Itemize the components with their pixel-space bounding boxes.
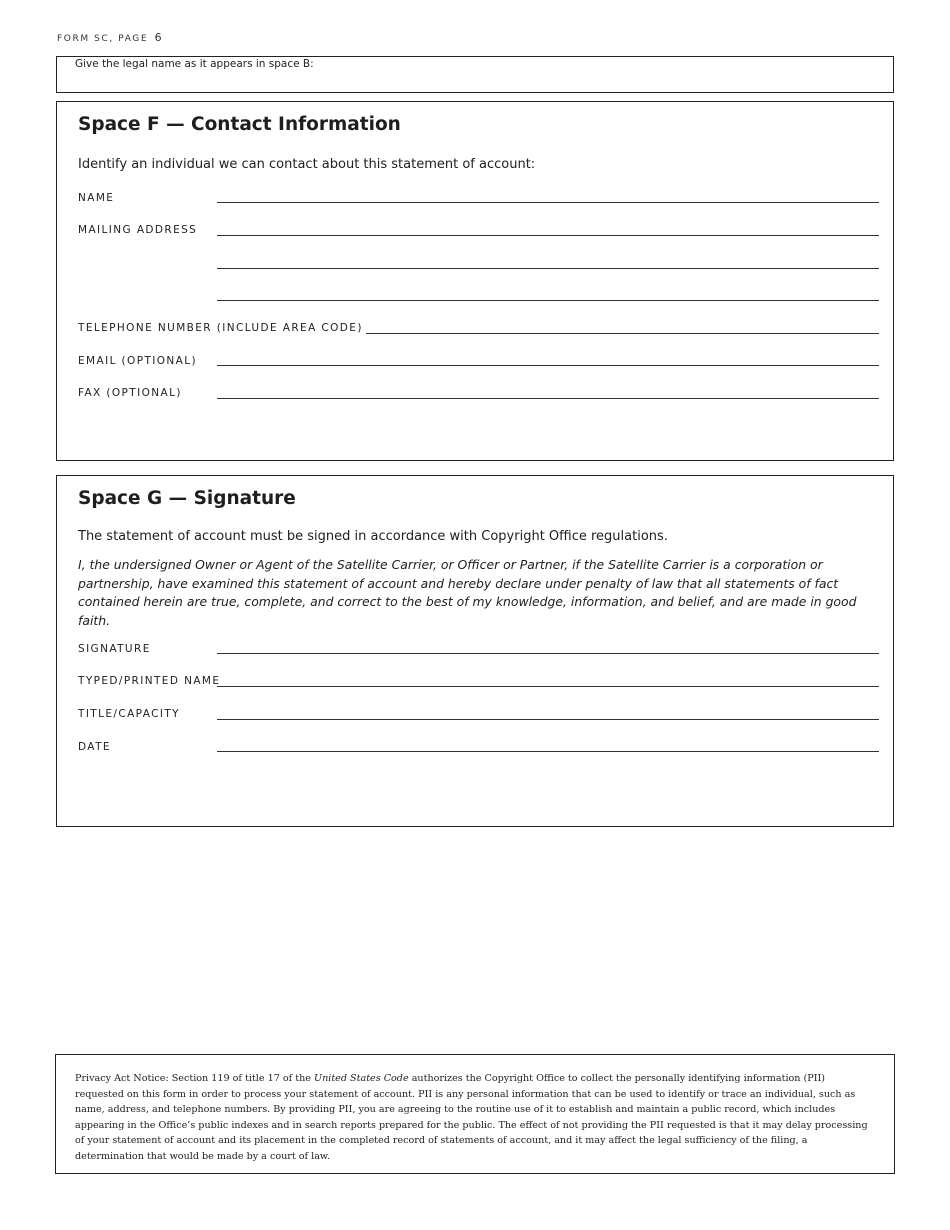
signature-label: SIGNATURE xyxy=(78,643,151,655)
legal-name-instruction: Give the legal name as it appears in space B: xyxy=(75,58,314,70)
title-capacity-field[interactable] xyxy=(217,719,879,720)
legal-name-box[interactable] xyxy=(56,56,894,93)
page-header xyxy=(57,31,162,44)
space-g-title: Space G — Signature xyxy=(78,488,296,509)
email-field[interactable] xyxy=(217,365,879,366)
telephone-field[interactable] xyxy=(366,333,879,334)
typed-name-field[interactable] xyxy=(217,686,879,687)
fax-label: FAX (OPTIONAL) xyxy=(78,387,182,399)
privacy-notice-part-2: authorizes the Copyright Office to collect the personally identifying information (PII) requested on this form in order to process your statement of account. PII is any personal information that can be used to identify or trace an individual, such as name, address, and telephone numbers. By providing PII, you are agreeing to the routine use of it to establish and maintain a public record, which includes appearing in the Office’s public indexes and in search reports prepared for the public. The effect of not providing the PII requested is that it may delay processing of your statement of account and its placement in the completed record of statements of account, and it may affect the legal sufficiency of the filing, a determination that would be made by a court of law. xyxy=(75,1073,868,1162)
title-capacity-label: TITLE/CAPACITY xyxy=(78,708,180,720)
space-g-intro: The statement of account must be signed in accordance with Copyright Office regulations. xyxy=(78,529,668,544)
space-f-section xyxy=(56,101,894,461)
page-number: 6 xyxy=(154,31,162,44)
name-label: NAME xyxy=(78,192,115,204)
mailing-address-field-line-3[interactable] xyxy=(217,300,879,301)
mailing-address-field-line-2[interactable] xyxy=(217,268,879,269)
space-g-section xyxy=(56,475,894,827)
mailing-address-field-line-1[interactable] xyxy=(217,235,879,236)
email-label: EMAIL (OPTIONAL) xyxy=(78,355,198,367)
date-label: DATE xyxy=(78,741,111,753)
signature-field[interactable] xyxy=(217,653,879,654)
form-label: FORM SC, PAGE xyxy=(57,34,149,44)
privacy-notice xyxy=(75,1071,875,1164)
fax-field[interactable] xyxy=(217,398,879,399)
privacy-notice-box xyxy=(55,1054,895,1174)
privacy-notice-code-title: United States Code xyxy=(313,1073,409,1084)
name-field[interactable] xyxy=(217,202,879,203)
telephone-label: TELEPHONE NUMBER (INCLUDE AREA CODE) xyxy=(78,322,363,334)
space-f-intro: Identify an individual we can contact about this statement of account: xyxy=(78,157,536,172)
mailing-address-label: MAILING ADDRESS xyxy=(78,224,198,236)
space-f-title: Space F — Contact Information xyxy=(78,114,401,135)
typed-name-label: TYPED/PRINTED NAME xyxy=(78,675,221,687)
privacy-notice-part-1: Privacy Act Notice: Section 119 of title 17 of the xyxy=(75,1073,314,1084)
date-field[interactable] xyxy=(217,751,879,752)
declaration-text: I, the undersigned Owner or Agent of the Satellite Carrier, or Officer or Partner, if the Satellite Carrier is a corporation or partnership, have examined this statement of account and hereby declare under penalty of law that all statements of fact contained herein are true, complete, and correct to the best of my knowledge, information, and belief, and are made in good faith. xyxy=(78,557,857,628)
